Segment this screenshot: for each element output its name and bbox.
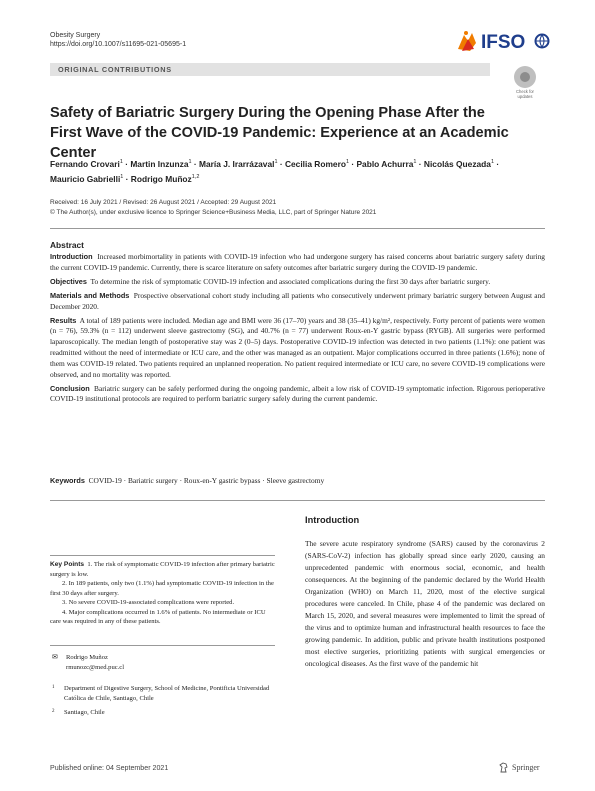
- copyright-notice: © The Author(s), under exclusive licence to Springer Science+Business Media, LLC, part of Springer Nature 2021: [50, 209, 377, 216]
- key-point: 3. No severe COVID-19-associated complications were reported.: [62, 599, 235, 606]
- ifso-logo: [454, 27, 550, 55]
- ifso-logo-text: IFSO: [481, 32, 526, 53]
- divider: [50, 500, 545, 501]
- author[interactable]: Martin Inzunza$^1$: [130, 158, 192, 169]
- envelope-icon: ✉: [52, 653, 58, 661]
- correspondence-name: Rodrigo Muñoz: [66, 654, 108, 661]
- journal-doi[interactable]: https://doi.org/10.1007/s11695-021-05695-1: [50, 41, 187, 48]
- affiliations: [52, 684, 277, 723]
- author[interactable]: Mauricio Gabrielli$^1$: [50, 174, 124, 185]
- article-type-label: ORIGINAL CONTRIBUTIONS: [58, 65, 172, 74]
- divider: [50, 555, 275, 556]
- publisher-name: Springer: [512, 763, 540, 772]
- correspondence-email[interactable]: rmunozc@med.puc.cl: [66, 663, 125, 671]
- author-list: Fernando Crovari$^1$ · Martin Inzunza$^1$ · María J. Irarrázaval$^1$ · Cecilia Romero$^1$ · Pablo Achurra$^1$ · Nicolás Quezada$^1$ · Mauricio Gabrielli$^1$ · Rodrigo Muñoz$^{1,2}$: [50, 158, 500, 185]
- divider: [50, 645, 275, 646]
- abstract-heading: Abstract: [50, 240, 84, 250]
- check-updates-text: Check for updates: [516, 89, 534, 99]
- abstract-objectives: Objectives To determine the risk of symptomatic COVID-19 infection and associated complications during the first 30 days after bariatric surgery.: [50, 276, 491, 286]
- check-for-updates-badge[interactable]: [510, 66, 540, 98]
- affiliation: 2 Santiago, Chile: [52, 709, 105, 716]
- affiliation: 1 Department of Digestive Surgery, School of Medicine, Pontificia Universidad Católica de Chile, Santiago, Chile: [52, 685, 270, 702]
- abstract-methods: Materials and Methods Prospective observational cohort study including all patients who consecutively underwent primary bariatric surgery between August and December 2020.: [50, 290, 545, 311]
- keywords: [50, 476, 545, 486]
- abstract-section: [50, 240, 545, 408]
- article-type-banner: [50, 63, 490, 76]
- publisher-logo: [499, 762, 540, 773]
- introduction-text: The severe acute respiratory syndrome (SARS) caused by the coronavirus 2 (SARS-CoV-2) infection has globally spread since early 2020, causing an unprecedented pandemic with enormous social, economic, and health consequences. At the beginning of the pandemic declared by the World Health Organization (WHO) on March 11, 2020, most of the elective surgical procedures were canceled. In Chile, phase 4 of the pandemic was declared on March 15, 2020, and several measures were implemented to limit the spread of the virus and to optimize human and infrastructural health resources to face the growing pandemic. In addition, public and private health institutions postponed most elective surgeries, prioritizing patients with surgical emergencies or oncological diseases. As the first wave of the pandemic hit: [305, 539, 545, 669]
- key-points-box: [50, 560, 275, 627]
- keywords-label: Keywords: [50, 476, 85, 485]
- key-point: Key Points 1. The risk of symptomatic COVID-19 infection after primary bariatric surgery is low.: [50, 561, 275, 578]
- abstract-conclusion: Conclusion Bariatric surgery can be safely performed during the ongoing pandemic, albeit a low risk of COVID-19 symptomatic infection. Rigorous perioperative COVID-19 institutional protocols are required to perform bariatric surgery safely during the current pandemic.: [50, 383, 545, 404]
- author[interactable]: Pablo Achurra$^1$: [356, 158, 417, 169]
- published-online: Published online: 04 September 2021: [50, 764, 169, 772]
- correspondence: [52, 653, 277, 672]
- abstract-results: Results A total of 189 patients were included. Median age and BMI were 36 (17–70) years and 38 (35–41) kg/m², respectively. Forty percent of patients were women (n = 76), 59.3% (n = 112) underwent sleeve gastrectomy (SG), and 40.7% (n = 77) underwent Roux-en-Y gastric bypass (RYGB). All surgeries were performed laparoscopically. The median length of postoperative stay was 2 (0–5) days. Postoperative COVID-19 infection was detected in two patients (1.1%): one patient was readmitted without the need of intermediate or ICU care, and the other was managed as an outpatient. Major complications occurred in three patients (1.6%); none of them was COVID-19 related. Two patients required an unplanned reoperation. No patient required intermediate or ICU care, no severe COVID-19 complications were observed, and no mortality was reported.: [50, 315, 545, 379]
- history-dates: Received: 16 July 2021 / Revised: 26 August 2021 / Accepted: 29 August 2021: [50, 199, 277, 206]
- author[interactable]: María J. Irarrázaval$^1$: [199, 158, 278, 169]
- author[interactable]: Nicolás Quezada$^1$: [423, 158, 495, 169]
- check-updates-icon: [514, 66, 536, 88]
- author[interactable]: Rodrigo Muñoz$^{1,2}$: [130, 174, 200, 185]
- introduction-heading: Introduction: [305, 515, 360, 525]
- article-dates: [50, 198, 540, 218]
- author[interactable]: Cecilia Romero$^1$: [284, 158, 350, 169]
- divider: [50, 228, 545, 229]
- key-point: 4. Major complications occurred in 1.6% of patients. No intermediate or ICU care was required in any of these patients.: [50, 608, 266, 625]
- key-point: 2. In 189 patients, only two (1.1%) had symptomatic COVID-19 infection in the first 30 days after surgery.: [50, 580, 274, 597]
- springer-horse-icon: [499, 762, 509, 773]
- author[interactable]: Fernando Crovari$^1$: [50, 158, 123, 169]
- journal-info: [50, 31, 186, 49]
- journal-name: Obesity Surgery: [50, 32, 101, 39]
- abstract-introduction: Introduction Increased morbimortality in patients with COVID-19 infection who had undergone surgery has raised concerns about bariatric surgery safety during the current COVID-19 pandemic. Currently, there is scarce literature on safety outcomes after bariatric surgery during the COVID-19 pandemic.: [50, 252, 545, 272]
- keywords-list: COVID-19 · Bariatric surgery · Roux-en-Y gastric bypass · Sleeve gastrectomy: [88, 476, 325, 485]
- article-title: Safety of Bariatric Surgery During the Opening Phase After the First Wave of the COVID-19 Pandemic: Experience at an Academic Center: [50, 105, 509, 161]
